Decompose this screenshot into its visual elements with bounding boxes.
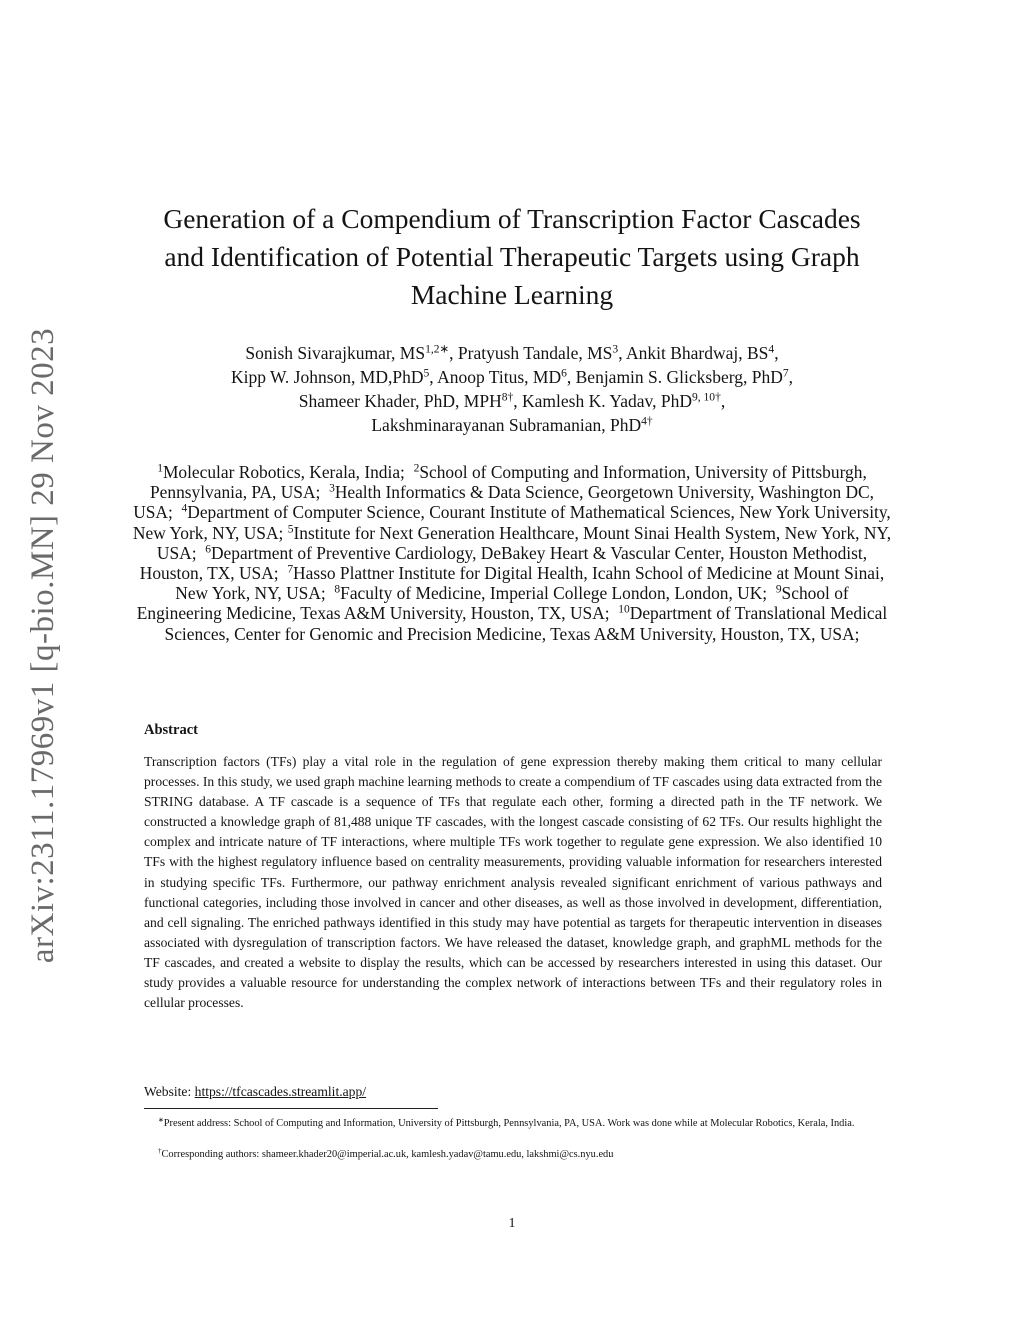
affil-sup: 7 <box>287 563 294 576</box>
title-line: Generation of a Compendium of Transcription Factor Cascades <box>163 203 861 234</box>
affiliations <box>132 462 892 644</box>
affil-sup: 8 <box>334 583 341 596</box>
title-line: and Identification of Potential Therapeutic Targets using Graph <box>164 241 860 272</box>
author-affil-sup: 4† <box>641 415 653 428</box>
abstract-heading: Abstract <box>144 722 198 738</box>
author-name: Pratyush Tandale, MS <box>457 343 613 363</box>
footnote-present-address <box>144 1116 882 1131</box>
affil-sup: 3 <box>329 482 335 495</box>
affil-sup: 10 <box>618 604 630 617</box>
author-name: Anoop Titus, MD <box>437 367 562 387</box>
author-affil-sup: 1,2∗ <box>425 343 450 356</box>
affil-text: School of Computing and Information, University of Pittsburgh, Pennsylvania, PA, USA; <box>149 462 867 503</box>
paper-title <box>140 200 884 314</box>
author-affil-sup: 5 <box>423 367 430 380</box>
affil-text: Department of Translational Medical Sciences, Center for Genomic and Precision Medicine, Texas A&M University, Houston, TX, USA; <box>164 603 888 644</box>
author-line: Shameer Khader, PhD, $MPH^{8\dagger}$, Kamlesh K. Yadav, PhD$^{9, 10\dagger}$, <box>298 391 726 411</box>
author-name: Lakshminarayanan Subramanian, PhD <box>371 415 642 435</box>
website-label: Website: <box>144 1084 192 1099</box>
affil-text: Molecular Robotics, Kerala, India; <box>162 462 405 482</box>
title-line: Machine Learning <box>410 279 614 310</box>
affil-text: Faculty of Medicine, Imperial College London, London, UK; <box>340 583 768 604</box>
author-name: Kamlesh K. Yadav, PhD <box>522 391 692 411</box>
arxiv-stamp-text: arXiv:2311.17969v1 [q-bio.MN] 29 Nov 2023 <box>25 327 62 963</box>
author-name: Benjamin S. Glicksberg, PhD <box>575 367 783 387</box>
author-list <box>140 341 884 437</box>
author-affil-sup: 8† <box>501 391 514 404</box>
affil-sup: 9 <box>775 583 782 596</box>
affil-sup: 1 <box>157 462 163 475</box>
affil-sup: 6 <box>205 543 211 556</box>
author-affil-sup: 4 <box>768 343 775 356</box>
author-line <box>140 413 884 437</box>
author-name: Sonish Sivarajkumar, MS <box>245 343 426 363</box>
author-name: Shameer Khader, PhD, MPH <box>298 391 502 411</box>
footnote-text: Corresponding authors: shameer.khader20@imperial.ac.uk, kamlesh.yadav@tamu.edu, lakshmi@cs.nyu.edu <box>161 1149 614 1160</box>
author-line: Kipp W. Johnson, MD,PhD$^5$, Anoop Titus, $MD^6$, Benjamin S. Glicksberg, PhD$^7$, <box>230 367 794 387</box>
affil-text: Hasso Plattner Institute for Digital Health, Icahn School of Medicine at Mount Sinai, New York, NY, USA; <box>175 563 885 604</box>
author-affil-sup: 7 <box>782 367 789 380</box>
affil-sup: 2 <box>413 462 420 475</box>
author-affil-sup: 9, 10† <box>691 391 721 404</box>
affil-text: School of Engineering Medicine, Texas A&M University, Houston, TX, USA; <box>136 583 849 624</box>
footnote-rule <box>144 1108 438 1109</box>
footnote-mark: † <box>158 1148 162 1156</box>
affil-text: Department of Computer Science, Courant Institute of Mathematical Sciences, New York University, New York, NY, USA; <box>132 502 891 543</box>
affil-text: Health Informatics & Data Science, Georgetown University, Washington DC, USA; <box>133 482 875 523</box>
affil-sup: 4 <box>181 503 188 516</box>
author-affil-sup: 6 <box>561 367 567 380</box>
author-affil-sup: 3 <box>612 343 619 356</box>
author-line: Sonish Sivarajkumar, $MS^{1,2∗}$, Pratyush Tandale, $MS^3$, Ankit Bhardwaj, $BS^4$, <box>245 343 779 363</box>
affil-sup: 5 <box>287 523 294 536</box>
affil-text: Department of Preventive Cardiology, DeBakey Heart & Vascular Center, Houston Methodist, Houston, TX, USA; <box>139 542 868 584</box>
author-name: Ankit Bhardwaj, BS <box>625 343 769 363</box>
arxiv-stamp <box>14 320 74 970</box>
footnote-corresponding <box>144 1147 882 1162</box>
page-number: 1 <box>508 1216 516 1231</box>
affil-text: Institute for Next Generation Healthcare, Mount Sinai Health System, New York, NY, USA; <box>156 522 892 563</box>
author-name: Kipp W. Johnson, MD,PhD <box>230 367 424 387</box>
footnote-mark: ∗ <box>158 1117 164 1125</box>
abstract-body: Transcription factors (TFs) play a vital role in the regulation of gene expression thereby making them critical to many cellular processes. In this study, we used graph machine learning methods to create a compendium of TF cascades using data extracted from the STRING database. A TF cascade is a sequence of TFs that regulate each other, forming a directed path in the TF network. We constructed a knowledge graph of 81,488 unique TF cascades, with the longest cascade consisting of 62 TFs. Our results highlight the complex and intricate nature of TF interactions, where multiple TFs work together to regulate gene expression. We also identified 10 TFs with the highest regulatory influence based on centrality measurements, providing valuable information for researchers interested in studying specific TFs. Furthermore, our pathway enrichment analysis revealed significant enrichment of various pathways and functional categories, including those involved in cancer and other diseases, as well as those involved in development, differentiation, and cell signaling. The enriched pathways identified in this study may have potential as targets for therapeutic intervention in diseases associated with dysregulation of transcription factors. We have released the dataset, knowledge graph, and graphML methods for the TF cascades, and created a website to display the results, which can be accessed by researchers interested in using this dataset. Our study provides a valuable resource for understanding the complex network of interactions between TFs and their regulatory roles in cellular processes. <box>144 754 882 1011</box>
website-link[interactable]: https://tfcascades.streamlit.app/ <box>194 1084 367 1099</box>
website-line <box>144 1082 366 1102</box>
footnote-text: Present address: School of Computing and Information, University of Pittsburgh, Pennsylvania, PA, USA. Work was done while at Molecular Robotics, Kerala, India. <box>163 1118 855 1129</box>
